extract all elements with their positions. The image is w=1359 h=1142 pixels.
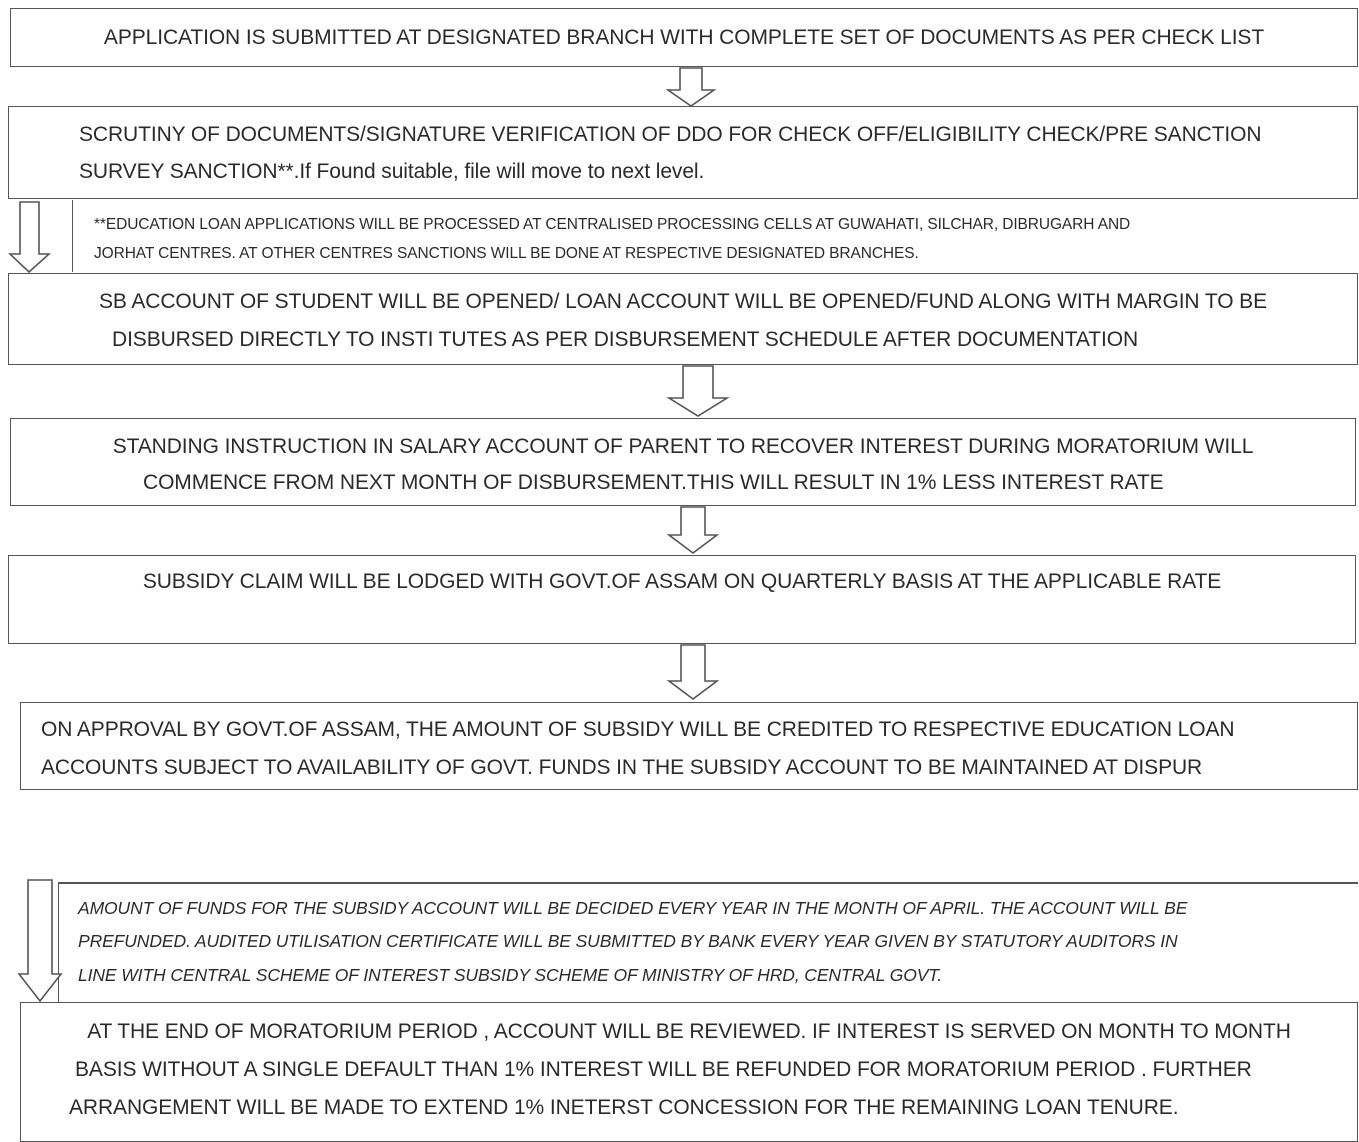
step-3-text-line-2: JORHAT CENTRES. AT OTHER CENTRES SANCTIONS WILL BE DONE AT RESPECTIVE DESIGNATED BRANCHES. [94,245,919,262]
step-2-text-line-1: SCRUTINY OF DOCUMENTS/SIGNATURE VERIFICATION OF DDO FOR CHECK OFF/ELIGIBILITY CHECK/PRE SANCTION [79,123,1262,146]
step-7-text-line-2: ACCOUNTS SUBJECT TO AVAILABILITY OF GOVT. FUNDS IN THE SUBSIDY ACCOUNT TO BE MAINTAINED AT DISPUR [41,756,1203,779]
step-5-text-line-2: COMMENCE FROM NEXT MONTH OF DISBURSEMENT.THIS WILL RESULT IN 1% LESS INTEREST RATE [143,471,1164,494]
down-arrow-icon [672,68,716,108]
step-9-box [20,1002,1358,1142]
down-arrow-icon [12,202,56,274]
step-1-text-line-1: APPLICATION IS SUBMITTED AT DESIGNATED BRANCH WITH COMPLETE SET OF DOCUMENTS AS PER CHECK LIST [103,26,1265,49]
step-4-text-line-2: DISBURSED DIRECTLY TO INSTI TUTES AS PER DISBURSEMENT SCHEDULE AFTER DOCUMENTATION [112,328,1139,351]
step-8-text-line-3: LINE WITH CENTRAL SCHEME OF INTEREST SUBSIDY SCHEME OF MINISTRY OF HRD, CENTRAL GOVT. [78,965,943,985]
step-9-text-line-2: BASIS WITHOUT A SINGLE DEFAULT THAN 1% INTEREST WILL BE REFUNDED FOR MORATORIUM PERIOD . FURTHER [75,1058,1252,1081]
down-arrow-icon [673,645,723,701]
step-2-box [8,106,1358,199]
step-4-box [8,273,1358,365]
down-arrow-icon [673,507,723,555]
down-arrow-icon [673,366,733,418]
step-2-text-line-2: SURVEY SANCTION**.If Found suitable, file will move to next level. [79,160,705,183]
step-4-text-line-1: SB ACCOUNT OF STUDENT WILL BE OPENED/ LOAN ACCOUNT WILL BE OPENED/FUND ALONG WITH MARGIN TO BE [99,290,1267,313]
step-8-note [58,882,1358,1002]
step-1-box [10,8,1358,67]
down-arrow-icon [22,880,66,1004]
step-7-text-line-1: ON APPROVAL BY GOVT.OF ASSAM, THE AMOUNT OF SUBSIDY WILL BE CREDITED TO RESPECTIVE EDUCATION LOAN [41,718,1235,741]
step-9-text-line-3: ARRANGEMENT WILL BE MADE TO EXTEND 1% INETERST CONCESSION FOR THE REMAINING LOAN TENURE. [69,1096,1179,1119]
step-6-box [8,555,1356,644]
step-8-text-line-1: AMOUNT OF FUNDS FOR THE SUBSIDY ACCOUNT WILL BE DECIDED EVERY YEAR IN THE MONTH OF APRIL. THE ACCOUNT WILL BE [78,898,1188,918]
step-6-text-line-1: SUBSIDY CLAIM WILL BE LODGED WITH GOVT.OF ASSAM ON QUARTERLY BASIS AT THE APPLICABLE RATE [142,570,1222,593]
step-3-note [72,200,1358,272]
step-5-box [10,418,1356,506]
step-3-text-line-1: **EDUCATION LOAN APPLICATIONS WILL BE PROCESSED AT CENTRALISED PROCESSING CELLS AT GUWAHATI, SILCHAR, DIBRUGARH AND [94,216,1131,233]
step-8-text-line-2: PREFUNDED. AUDITED UTILISATION CERTIFICATE WILL BE SUBMITTED BY BANK EVERY YEAR GIVEN BY STATUTORY AUDITORS IN [78,931,1178,951]
step-9-text-line-1: AT THE END OF MORATORIUM PERIOD , ACCOUNT WILL BE REVIEWED. IF INTEREST IS SERVED ON MONTH TO MONTH [87,1020,1291,1043]
step-5-text-line-1: STANDING INSTRUCTION IN SALARY ACCOUNT OF PARENT TO RECOVER INTEREST DURING MORATORIUM WILL [112,435,1254,458]
step-7-box [20,702,1358,790]
